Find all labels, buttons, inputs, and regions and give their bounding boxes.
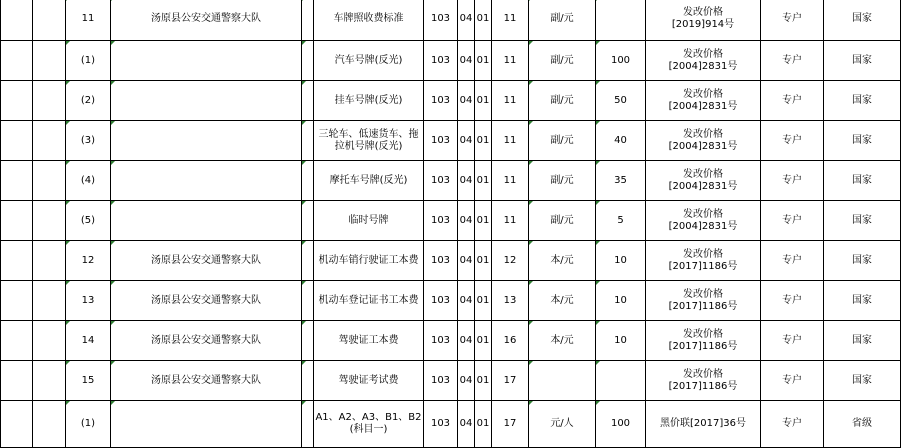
cell-code-2: 04 [458, 0, 475, 41]
cell-seq: 15 [66, 361, 111, 401]
cell-account: 专户 [761, 281, 824, 321]
cell-level: 国家 [824, 121, 901, 161]
cell-doc: 发改价格 [2017]1186号 [646, 281, 761, 321]
cell-amount: 5 [596, 201, 646, 241]
table-row [1, 81, 901, 121]
blank-cell-b [33, 401, 66, 448]
cell-account: 专户 [761, 121, 824, 161]
blank-cell-a [1, 201, 33, 241]
cell-amount: 50 [596, 81, 646, 121]
cell-name: 摩托车号牌(反光) [314, 161, 424, 201]
table-row [1, 241, 901, 281]
cell-code-2: 04 [458, 161, 475, 201]
cell-account: 专户 [761, 401, 824, 448]
blank-cell-b [33, 41, 66, 81]
blank-cell-b [33, 361, 66, 401]
cell-code-3: 01 [475, 321, 492, 361]
cell-account: 专户 [761, 81, 824, 121]
cell-account: 专户 [761, 361, 824, 401]
blank-cell-b [33, 281, 66, 321]
cell-seq: (5) [66, 201, 111, 241]
cell-code-1: 103 [424, 401, 458, 448]
cell-seq: (1) [66, 401, 111, 448]
cell-level: 国家 [824, 161, 901, 201]
cell-code-3: 01 [475, 401, 492, 448]
cell-code-2: 04 [458, 121, 475, 161]
cell-account: 专户 [761, 201, 824, 241]
cell-seq: (1) [66, 41, 111, 81]
blank-cell-c [302, 121, 314, 161]
cell-code-4: 17 [492, 361, 529, 401]
cell-unit: 元/人 [529, 401, 596, 448]
table-row [1, 161, 901, 201]
cell-code-4: 13 [492, 281, 529, 321]
cell-code-1: 103 [424, 121, 458, 161]
blank-cell-b [33, 161, 66, 201]
cell-name: A1、A2、A3、B1、B2 (科目一) [314, 401, 424, 448]
cell-code-4: 16 [492, 321, 529, 361]
cell-level: 国家 [824, 281, 901, 321]
cell-code-3: 01 [475, 81, 492, 121]
cell-unit: 副/元 [529, 161, 596, 201]
blank-cell-c [302, 81, 314, 121]
cell-code-2: 04 [458, 41, 475, 81]
cell-level: 国家 [824, 0, 901, 41]
cell-doc: 发改价格 [2017]1186号 [646, 321, 761, 361]
table-row [1, 321, 901, 361]
cell-code-4: 11 [492, 0, 529, 41]
cell-unit: 副/元 [529, 201, 596, 241]
cell-unit: 本/元 [529, 281, 596, 321]
blank-cell-c [302, 321, 314, 361]
cell-name: 三轮车、低速货车、拖拉机号牌(反光) [314, 121, 424, 161]
cell-code-3: 01 [475, 0, 492, 41]
cell-code-1: 103 [424, 241, 458, 281]
cell-amount: 100 [596, 41, 646, 81]
cell-dept: 汤原县公安交通警察大队 [111, 281, 302, 321]
cell-code-3: 01 [475, 201, 492, 241]
cell-seq: 14 [66, 321, 111, 361]
cell-doc: 发改价格 [2004]2831号 [646, 201, 761, 241]
cell-level: 国家 [824, 321, 901, 361]
cell-dept: 汤原县公安交通警察大队 [111, 0, 302, 41]
cell-name: 驾驶证工本费 [314, 321, 424, 361]
cell-doc: 发改价格 [2019]914号 [646, 0, 761, 41]
cell-name: 机动车销行驶证工本费 [314, 241, 424, 281]
cell-dept: 汤原县公安交通警察大队 [111, 321, 302, 361]
cell-code-4: 11 [492, 81, 529, 121]
cell-code-1: 103 [424, 361, 458, 401]
cell-code-1: 103 [424, 321, 458, 361]
cell-doc: 黑价联[2017]36号 [646, 401, 761, 448]
cell-amount [596, 0, 646, 41]
cell-dept: 汤原县公安交通警察大队 [111, 361, 302, 401]
cell-name: 临时号牌 [314, 201, 424, 241]
cell-account: 专户 [761, 0, 824, 41]
cell-amount: 10 [596, 321, 646, 361]
cell-unit: 本/元 [529, 321, 596, 361]
blank-cell-a [1, 241, 33, 281]
cell-level: 国家 [824, 201, 901, 241]
cell-account: 专户 [761, 241, 824, 281]
cell-amount: 35 [596, 161, 646, 201]
cell-name: 挂车号牌(反光) [314, 81, 424, 121]
cell-code-2: 04 [458, 201, 475, 241]
blank-cell-b [33, 321, 66, 361]
cell-code-1: 103 [424, 41, 458, 81]
cell-unit: 副/元 [529, 41, 596, 81]
blank-cell-c [302, 41, 314, 81]
cell-code-4: 11 [492, 121, 529, 161]
cell-code-3: 01 [475, 361, 492, 401]
cell-dept [111, 121, 302, 161]
blank-cell-b [33, 121, 66, 161]
cell-code-1: 103 [424, 161, 458, 201]
cell-seq: 12 [66, 241, 111, 281]
cell-doc: 发改价格 [2004]2831号 [646, 121, 761, 161]
blank-cell-b [33, 201, 66, 241]
cell-account: 专户 [761, 161, 824, 201]
cell-dept [111, 201, 302, 241]
table-row [1, 41, 901, 81]
blank-cell-c [302, 201, 314, 241]
blank-cell-b [33, 0, 66, 41]
cell-code-3: 01 [475, 121, 492, 161]
table-row [1, 121, 901, 161]
cell-dept [111, 401, 302, 448]
cell-dept [111, 81, 302, 121]
cell-account: 专户 [761, 321, 824, 361]
blank-cell-a [1, 281, 33, 321]
table-row [1, 361, 901, 401]
cell-unit: 副/元 [529, 0, 596, 41]
cell-code-2: 04 [458, 361, 475, 401]
blank-cell-a [1, 401, 33, 448]
cell-code-1: 103 [424, 81, 458, 121]
blank-cell-a [1, 41, 33, 81]
cell-doc: 发改价格 [2017]1186号 [646, 361, 761, 401]
cell-code-2: 04 [458, 81, 475, 121]
cell-doc: 发改价格 [2004]2831号 [646, 41, 761, 81]
cell-amount: 40 [596, 121, 646, 161]
cell-code-2: 04 [458, 401, 475, 448]
cell-dept: 汤原县公安交通警察大队 [111, 241, 302, 281]
table-row [1, 401, 901, 448]
cell-name: 车牌照收费标准 [314, 0, 424, 41]
cell-code-1: 103 [424, 201, 458, 241]
cell-amount [596, 361, 646, 401]
blank-cell-c [302, 281, 314, 321]
cell-account: 专户 [761, 41, 824, 81]
cell-seq: (2) [66, 81, 111, 121]
cell-code-4: 11 [492, 41, 529, 81]
cell-unit [529, 361, 596, 401]
blank-cell-a [1, 321, 33, 361]
blank-cell-a [1, 161, 33, 201]
cell-unit: 本/元 [529, 241, 596, 281]
cell-level: 省级 [824, 401, 901, 448]
blank-cell-c [302, 241, 314, 281]
cell-code-4: 11 [492, 201, 529, 241]
blank-cell-a [1, 81, 33, 121]
cell-name: 驾驶证考试费 [314, 361, 424, 401]
cell-name: 机动车登记证书工本费 [314, 281, 424, 321]
cell-unit: 副/元 [529, 121, 596, 161]
blank-cell-c [302, 0, 314, 41]
blank-cell-b [33, 81, 66, 121]
cell-doc: 发改价格 [2004]2831号 [646, 161, 761, 201]
cell-code-2: 04 [458, 241, 475, 281]
table-row [1, 0, 901, 41]
cell-code-4: 17 [492, 401, 529, 448]
cell-code-2: 04 [458, 321, 475, 361]
cell-code-3: 01 [475, 41, 492, 81]
cell-code-3: 01 [475, 281, 492, 321]
cell-code-1: 103 [424, 0, 458, 41]
cell-seq: (3) [66, 121, 111, 161]
table-row [1, 281, 901, 321]
cell-seq: (4) [66, 161, 111, 201]
cell-seq: 13 [66, 281, 111, 321]
blank-cell-c [302, 361, 314, 401]
table-row [1, 201, 901, 241]
cell-dept [111, 41, 302, 81]
cell-seq: 11 [66, 0, 111, 41]
cell-name: 汽车号牌(反光) [314, 41, 424, 81]
cell-amount: 10 [596, 241, 646, 281]
blank-cell-b [33, 241, 66, 281]
cell-amount: 100 [596, 401, 646, 448]
cell-code-3: 01 [475, 241, 492, 281]
cell-doc: 发改价格 [2004]2831号 [646, 81, 761, 121]
cell-doc: 发改价格 [2017]1186号 [646, 241, 761, 281]
cell-dept [111, 161, 302, 201]
blank-cell-a [1, 121, 33, 161]
blank-cell-a [1, 361, 33, 401]
cell-unit: 副/元 [529, 81, 596, 121]
cell-level: 国家 [824, 241, 901, 281]
blank-cell-c [302, 161, 314, 201]
cell-code-3: 01 [475, 161, 492, 201]
blank-cell-c [302, 401, 314, 448]
cell-level: 国家 [824, 81, 901, 121]
cell-code-1: 103 [424, 281, 458, 321]
cell-level: 国家 [824, 361, 901, 401]
cell-level: 国家 [824, 41, 901, 81]
cell-code-4: 12 [492, 241, 529, 281]
cell-code-2: 04 [458, 281, 475, 321]
cell-amount: 10 [596, 281, 646, 321]
blank-cell-a [1, 0, 33, 41]
cell-code-4: 11 [492, 161, 529, 201]
